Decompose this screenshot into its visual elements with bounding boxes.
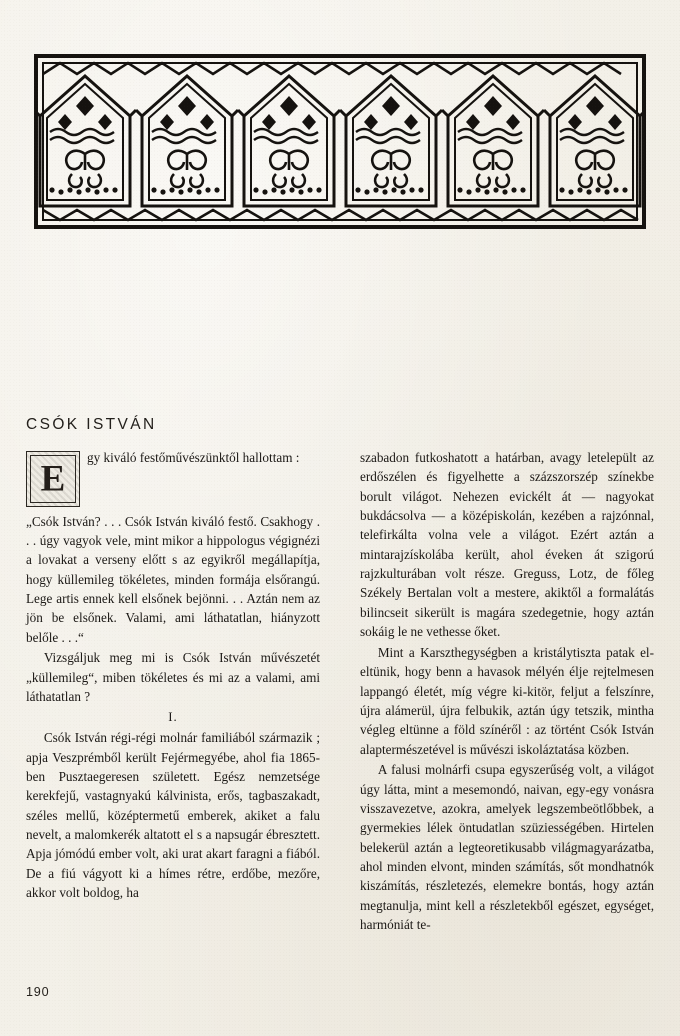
article-body	[26, 448, 654, 988]
paragraph-left-1	[26, 448, 320, 510]
paragraph-right-2: Mint a Karszthegységben a kristálytiszta patak el-eltünik, hogy benn a havasok mélyén élje rejtelmesen lappangó életét, míg végre ki-kitör, feljut a felszínre, újra alámerül, újra felbukik, aztán úgy tetszik, mintha végleg eltünne a föld színéről : az történt Csók István alaptermészetével is művészi iskoláztatása közben.	[360, 644, 654, 757]
drop-cap: E	[26, 451, 80, 507]
paragraph-left-4: Csók István régi-régi molnár familiából származik ; apja Veszprémből került Fejérmegyébe, ahol fia 1865-ben Pusztaegeresen született. Egész nemzetsége kerekfejű, vastagnyakú kálvinista, erős, tagbaszakadt, széles mellű, középtermetű emberek, akiket a falu nevelt, a malomkerék altatott el s a napsugár ébresztett. Apja jómódú ember volt, aki urat akart faragni a fiából. De a fiú vágyott ki a hímes rétre, erdőbe, mezőre, akkor volt boldog, ha	[26, 730, 320, 900]
paragraph-right-3: A falusi molnárfi csupa egyszerűség volt, a világot úgy látta, mint a mesemondó, naivan, egy-egy vonásra visszavezetve, azokra, amelyek legszembeötlőbbek, a gyermekies lélek öntudatlan szüziességében. Hirtelen belekerül aztán a legteoretikusabb világmagyarázatba, ahol minden elvont, minden számítás, sőt mondhatnók kiszámítás, részletezés, elemekre bontás, hogy aztán megtanulja, mint kell a részletekből egészet, egységet, harmóniát te-	[360, 762, 654, 933]
paragraph-left-1-text: gy kiváló festőművészünktől hallottam :	[87, 450, 300, 465]
paragraph-left-2: „Csók István? . . . Csók István kiváló festő. Csakhogy . . . úgy vagyok vele, mint mikor a hippologus végignézi a lovakat a verseny előtt s az egyikről megállapítja, hogy küllemileg tökéletes, minden formája elsőrangú. Lege artis ennek kell elsőnek bejönni. . . Aztán nem az jön be elsőnek. Valami, ami láthatatlan, hiányzott belőle . . .“	[26, 513, 320, 645]
decorative-ornament-band	[34, 54, 646, 229]
page-title: CSÓK ISTVÁN	[26, 416, 157, 434]
section-number: I.	[168, 709, 178, 724]
paragraph-right-1: szabadon futkoshatott a határban, avagy letelepült az erdőszélen és figyelhette a százszorszép színekbe borult világot. Nehezen evickélt át — nagyokat bukdácsolva — a középiskolán, kezében a rajzónnal, telefirkálta volna vele a világot. Ezért aztán a mintarajzískolába került, ahol éveken át szigorú rajzkulturában volt része. Greguss, Lotz, de főleg Székely Bertalan volt a mestere, akiktől a formalátás bilincseit sikerült is magára szedegetnie, hogy aztán sokáig le ne vethesse őket.	[360, 450, 654, 639]
page-number: 190	[26, 985, 50, 999]
right-column	[360, 448, 654, 988]
left-column	[26, 448, 320, 988]
paragraph-left-3: Vizsgáljuk meg mi is Csók István művészetét „küllemileg“, miben tökéletes és mi az a valami, ami láthatatlan ?	[26, 650, 320, 705]
